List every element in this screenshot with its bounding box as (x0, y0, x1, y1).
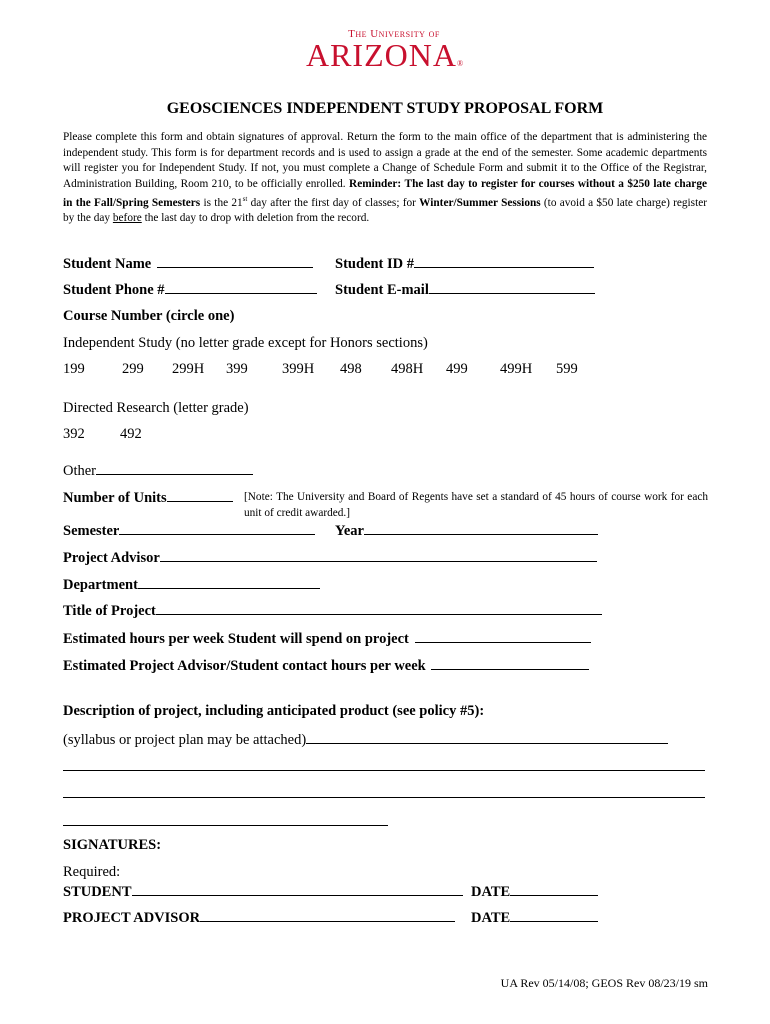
other-line[interactable] (96, 462, 253, 475)
course-option[interactable]: 399 (226, 361, 248, 377)
est-hours-label: Estimated hours per week Student will spend on project (63, 631, 409, 647)
logo-wordmark: ARIZONA (305, 37, 457, 73)
advisor-signature-line[interactable] (200, 909, 455, 922)
project-title-label: Title of Project (63, 603, 156, 619)
reminder-bold2: Winter/Summer Sessions (419, 196, 541, 209)
student-date-field[interactable] (471, 883, 598, 901)
reminder-end2: the last day to drop with deletion from the record. (141, 212, 370, 225)
syllabus-label: (syllabus or project plan may be attached) (63, 732, 307, 748)
course-option[interactable]: 299 (122, 361, 144, 377)
advisor-date-field[interactable] (471, 909, 598, 927)
units-line[interactable] (167, 489, 233, 502)
units-note: [Note: The University and Board of Regents have set a standard of 45 hours of course work for each unit of credit awarded.] (244, 491, 708, 519)
form-title: GEOSCIENCES INDEPENDENT STUDY PROPOSAL FORM (166, 100, 604, 117)
reminder-label: Reminder: (349, 177, 402, 190)
description-heading: Description of project, including anticipated product (see policy #5): (63, 703, 485, 719)
student-email-field[interactable] (335, 281, 595, 299)
project-advisor-field[interactable] (63, 549, 597, 567)
project-title-line[interactable] (156, 602, 602, 615)
units-label: Number of Units (63, 490, 167, 506)
reminder-end1: (to avoid a $50 late charge) register by the day (63, 196, 707, 225)
semester-field[interactable] (63, 522, 315, 540)
student-signature-field[interactable] (63, 883, 463, 901)
est-hours-line[interactable] (415, 630, 591, 643)
course-option[interactable]: 299H (172, 361, 205, 377)
other-label: Other (63, 463, 97, 479)
course-option[interactable]: 499 (446, 361, 468, 377)
units-field[interactable] (63, 489, 233, 507)
student-id-label: Student ID # (335, 256, 414, 272)
university-logo (0, 28, 770, 79)
description-line[interactable] (63, 797, 705, 798)
logo-small-text: The University of (348, 28, 440, 40)
course-option[interactable]: 392 (63, 426, 85, 442)
est-contact-field[interactable] (63, 657, 589, 675)
department-field[interactable] (63, 576, 320, 594)
advisor-signature-field[interactable] (63, 909, 455, 927)
est-contact-line[interactable] (431, 657, 589, 670)
student-date-label: DATE (471, 884, 511, 900)
student-id-line[interactable] (414, 255, 594, 268)
logo-big-text (0, 37, 770, 79)
signatures-heading: SIGNATURES: (63, 837, 162, 853)
reminder-mid: is the 21 (203, 196, 243, 209)
intro-paragraph (63, 130, 707, 227)
reminder-before: before (112, 212, 142, 225)
student-signature-label: STUDENT (63, 884, 132, 900)
semester-line[interactable] (119, 522, 315, 535)
year-field[interactable] (335, 522, 598, 540)
student-name-label: Student Name (63, 256, 152, 272)
department-line[interactable] (138, 576, 320, 589)
reminder-sup: st (242, 195, 248, 203)
course-option[interactable]: 492 (120, 426, 142, 442)
course-option[interactable]: 599 (556, 361, 578, 377)
revision-footer: UA Rev 05/14/08; GEOS Rev 08/23/19 sm (500, 976, 708, 990)
intro-text: Please complete this form and obtain signatures of approval. Return the form to the main office of the department that is administering the independent study. This form is for department records and is used to assign a grade at the end of the semester. Some academic departments will register you for Independent Study. If not, you must complete a Change of Schedule Form and submit it to the Office of the Registrar, Administration Building, Room 210, to be officially enrolled. (63, 131, 707, 190)
semester-label: Semester (63, 523, 120, 539)
student-signature-line[interactable] (132, 883, 463, 896)
directed-research-label: Directed Research (letter grade) (63, 400, 249, 416)
student-id-field[interactable] (335, 255, 594, 273)
advisor-date-line[interactable] (510, 909, 598, 922)
student-date-line[interactable] (510, 883, 598, 896)
course-option[interactable]: 399H (282, 361, 315, 377)
student-name-line[interactable] (157, 255, 313, 268)
project-advisor-label: Project Advisor (63, 550, 160, 566)
year-line[interactable] (364, 522, 598, 535)
course-number-heading: Course Number (circle one) (63, 308, 235, 324)
description-line[interactable] (63, 770, 705, 771)
logo-registered: ® (456, 59, 465, 68)
est-hours-field[interactable] (63, 630, 591, 648)
advisor-signature-label: PROJECT ADVISOR (63, 910, 201, 926)
description-line[interactable] (63, 825, 388, 826)
est-contact-label: Estimated Project Advisor/Student contact hours per week (63, 658, 426, 674)
course-option[interactable]: 498H (391, 361, 424, 377)
reminder-mid2: day after the first day of classes; for (247, 196, 420, 209)
independent-study-label: Independent Study (no letter grade except for Honors sections) (63, 335, 428, 351)
advisor-date-label: DATE (471, 910, 511, 926)
project-title-field[interactable] (63, 602, 602, 620)
student-email-label: Student E-mail (335, 282, 429, 298)
student-email-line[interactable] (429, 281, 595, 294)
other-field[interactable] (63, 462, 253, 480)
student-phone-label: Student Phone # (63, 282, 165, 298)
required-label: Required: (63, 864, 121, 880)
student-name-field[interactable] (63, 255, 313, 273)
student-phone-field[interactable] (63, 281, 317, 299)
project-advisor-line[interactable] (160, 549, 597, 562)
course-option[interactable]: 499H (500, 361, 533, 377)
year-label: Year (335, 523, 364, 539)
reminder-bold: The last day to register for courses without a $250 late charge in the Fall/Spring Semesters (63, 177, 707, 209)
syllabus-line[interactable] (306, 731, 668, 744)
department-label: Department (63, 577, 138, 593)
student-phone-line[interactable] (165, 281, 317, 294)
course-option[interactable]: 498 (340, 361, 362, 377)
syllabus-field[interactable] (63, 731, 668, 749)
course-option[interactable]: 199 (63, 361, 85, 377)
